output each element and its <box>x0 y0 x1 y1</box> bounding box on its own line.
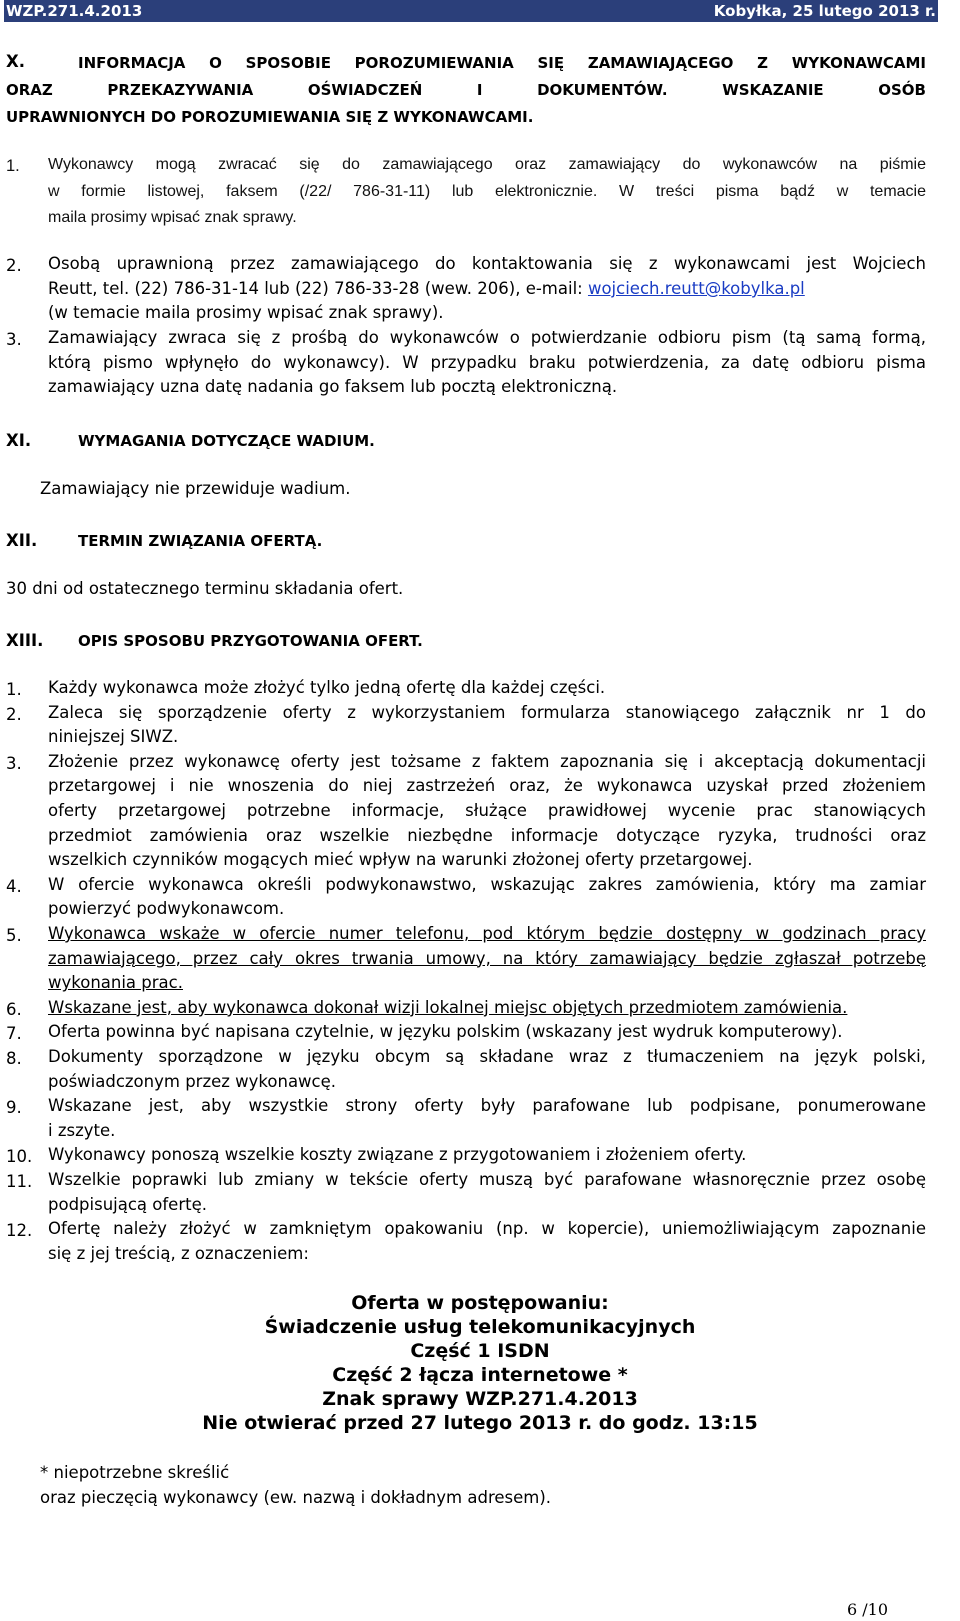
list-item-line: Złożenie przez wykonawcę oferty jest tożsame z faktem zapoznania się i akceptacją dokumentacji <box>48 751 926 771</box>
list-item-line: i zszyte. <box>48 1120 116 1140</box>
list-item-line: Oferta powinna być napisana czytelnie, w języku polskim (wskazany jest wydruk komputerowy). <box>48 1022 843 1042</box>
paragraph-line: maila prosimy wpisać znak sprawy. <box>48 209 297 226</box>
list-item-line: W ofercie wykonawca określi podwykonawstwo, wskazując zakres zamówienia, który ma zamiar <box>48 874 926 894</box>
list-item-line: Wykonawcy ponoszą wszelkie koszty związane z przygotowaniem i złożeniem oferty. <box>48 1145 747 1165</box>
paragraph-line: Zamawiający zwraca się z prośbą do wykonawców o potwierdzanie odbioru pism (tą samą formą, <box>48 328 926 347</box>
list-item-line: Wskazane jest, aby wykonawca dokonał wizji lokalnej miejsc objętych przedmiotem zamówienia. <box>48 997 848 1017</box>
list-item-line: Ofertę należy złożyć w zamkniętym opakowaniu (np. w kopercie), uniemożliwiającym zapoznanie <box>48 1219 926 1239</box>
footnote-line: oraz pieczęcią wykonawcy (ew. nazwą i dokładnym adresem). <box>40 1488 552 1507</box>
paragraph-line: Wykonawcy mogą zwracać się do zamawiającego oraz zamawiający do wykonawców na piśmie <box>48 156 926 173</box>
envelope-line: Nie otwierać przed 27 lutego 2013 r. do godz. 13:15 <box>202 1412 758 1434</box>
list-item-line: oferty przetargowej potrzebne informacje, służące prawidłowej wycenie prac stanowiących <box>48 801 926 820</box>
item-number: 9. <box>6 1098 22 1118</box>
paragraph-line: w formie listowej, faksem (/22/ 786-31-11) lub elektronicznie. W treści pisma bądź w temacie <box>48 183 926 200</box>
footnote-line: * niepotrzebne skreślić <box>40 1463 230 1482</box>
list-item-line: podpisującą ofertę. <box>48 1194 207 1214</box>
item-number: 6. <box>6 999 22 1019</box>
list-item-line: Zaleca się sporządzenie oferty z wykorzystaniem formularza stanowiącego załącznik nr 1 do <box>48 702 926 722</box>
item-number: 3. <box>6 753 22 773</box>
item-number: 7. <box>6 1024 22 1044</box>
list-item-line: Wskazane jest, aby wszystkie strony oferty były parafowane lub podpisane, ponumerowane <box>48 1096 926 1116</box>
section-xiii-title: OPIS SPOSOBU PRZYGOTOWANIA OFERT. <box>78 632 423 650</box>
item-number: 4. <box>6 876 22 896</box>
section-x-title-line-3: UPRAWNIONYCH DO POROZUMIEWANIA SIĘ Z WYKONAWCAMI. <box>6 108 534 126</box>
item-number: 1. <box>6 680 22 699</box>
section-xi-title: WYMAGANIA DOTYCZĄCE WADIUM. <box>78 432 375 450</box>
item-number: 2. <box>6 704 22 724</box>
section-xii-number: XII. <box>6 531 38 550</box>
contact-text: Reutt, tel. (22) 786-31-14 lub (22) 786-33-28 (wew. 206), e-mail: <box>48 279 588 298</box>
section-x-number: X. <box>6 52 25 71</box>
list-item-line: Dokumenty sporządzone w języku obcym są składane wraz z tłumaczeniem na język polski, <box>48 1047 926 1066</box>
envelope-line: Część 2 łącza internetowe * <box>332 1364 628 1386</box>
case-number: WZP.271.4.2013 <box>6 2 143 20</box>
section-xi-text: Zamawiający nie przewiduje wadium. <box>40 479 351 498</box>
section-xiii-number: XIII. <box>6 631 44 650</box>
list-item-line: Wszelkie poprawki lub zmiany w tekście oferty muszą być parafowane własnoręcznie przez osobę <box>48 1170 926 1189</box>
envelope-line: Znak sprawy WZP.271.4.2013 <box>322 1388 638 1410</box>
paragraph-line: zamawiający uzna datę nadania go faksem lub pocztą elektroniczną. <box>48 377 618 396</box>
paragraph-line: (w temacie maila prosimy wpisać znak sprawy). <box>48 303 444 322</box>
list-item-line: powierzyć podwykonawcom. <box>48 899 285 919</box>
item-number: 3. <box>6 330 22 349</box>
email-link[interactable]: wojciech.reutt@kobylka.pl <box>587 279 805 298</box>
envelope-line: Część 1 ISDN <box>410 1340 550 1362</box>
list-item-line: zamawiającego, przez cały okres trwania umowy, na który zamawiający będzie zgłaszał potrzebę <box>48 948 926 968</box>
list-item-line: wszelkich czynników mogących mieć wpływ na warunki złożonej oferty przetargowej. <box>48 850 753 870</box>
item-number: 1. <box>6 157 20 175</box>
item-number: 2. <box>6 256 22 275</box>
list-item-line: przedmiot zamówienia oraz wszelkie niezbędne informacje dotyczące ryzyka, trudności oraz <box>48 825 926 845</box>
paragraph-line: którą pismo wpłynęło do wykonawcy). W przypadku braku potwierdzenia, za datę odbioru pisma <box>48 353 926 372</box>
list-item-line: wykonania prac. <box>48 973 183 993</box>
list-item-line: Każdy wykonawca może złożyć tylko jedną ofertę dla każdej części. <box>48 678 606 697</box>
page-header <box>4 0 938 22</box>
page-number: 6 /10 <box>846 1600 888 1619</box>
item-number: 8. <box>6 1049 22 1068</box>
section-xi-number: XI. <box>6 431 32 450</box>
item-number: 5. <box>6 926 22 945</box>
item-number: 11. <box>6 1172 33 1191</box>
list-item-line: się z jej treścią, z oznaczeniem: <box>48 1243 309 1263</box>
envelope-line: Świadczenie usług telekomunikacyjnych <box>264 1316 696 1338</box>
section-x-title-line-2: ORAZ PRZEKAZYWANIA OŚWIADCZEŃ I DOKUMENTÓW. WSKAZANIE OSÓB <box>6 81 926 99</box>
section-xii-title: TERMIN ZWIĄZANIA OFERTĄ. <box>78 532 323 550</box>
section-x-title-line-1: INFORMACJA O SPOSOBIE POROZUMIEWANIA SIĘ ZAMAWIAJĄCEGO Z WYKONAWCAMI <box>78 54 926 72</box>
list-item-line: niniejszej SIWZ. <box>48 727 179 747</box>
paragraph-line: Osobą uprawnioną przez zamawiającego do kontaktowania się z wykonawcami jest Wojciech <box>48 254 926 273</box>
envelope-line: Oferta w postępowaniu: <box>351 1292 609 1314</box>
header-date: Kobyłka, 25 lutego 2013 r. <box>713 2 936 20</box>
item-number: 10. <box>6 1147 33 1167</box>
section-xii-text: 30 dni od ostatecznego terminu składania ofert. <box>6 579 404 598</box>
paragraph-line <box>48 281 805 298</box>
list-item-line: przetargowej i nie wnoszenia do niej zastrzeżeń oraz, że wykonawca uzyskał przed złożeniem <box>48 776 926 796</box>
item-number: 12. <box>6 1221 33 1241</box>
list-item-line: poświadczonym przez wykonawcę. <box>48 1071 337 1091</box>
list-item-line: Wykonawca wskaże w ofercie numer telefonu, pod którym będzie dostępny w godzinach pracy <box>48 924 926 943</box>
